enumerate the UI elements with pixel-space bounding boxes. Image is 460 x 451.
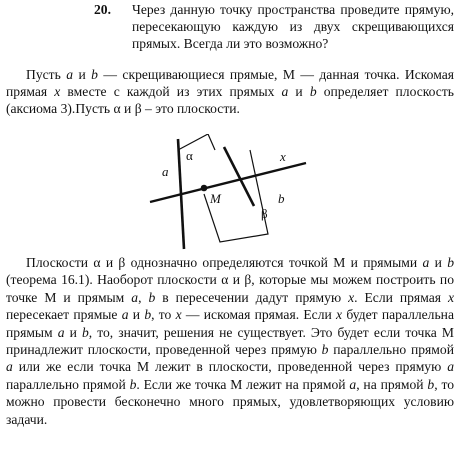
label-b: b [278,191,285,206]
solution-body [6,254,454,428]
var-b: b [148,289,156,305]
var-b: b [91,67,98,82]
solution-text: в пересечении дадут прямую [155,289,349,305]
var-a: a [57,324,65,340]
problem-text: Через данную точку пространства проведите прямую, пересекающую каждую из двух скрещивающихся прямых. Всегда ли это возможно? [132,2,454,51]
var-a: a [447,359,454,375]
var-b: b [447,255,454,270]
problem-number: 20. [94,2,111,17]
solution-text: (теорема 16.1). Наоборот плоскости α и β, которые мы можем построить по точке М и прямым [6,272,454,305]
var-x: x [447,289,455,305]
solution-text: — искомая прямая. Если [181,307,337,323]
intro-text: и [288,84,310,100]
intro-text: определяет плоскость (аксиома 3).Пусть α и β – это плоскости. [6,84,454,117]
label-beta: β [261,206,268,221]
var-b: b [81,324,89,340]
solution-text: параллельно прямой [6,376,130,392]
solution-text: , то можно провести бесконечно много прямых, удовлетворяющих условию задачи. [6,376,455,427]
solution-text: параллельно прямой [328,342,454,358]
solution-text: Плоскости α и β однозначно определяются точкой М и прямыми [26,255,423,270]
var-x: x [348,289,355,305]
var-b: b [427,376,435,392]
solution-intro [6,66,454,118]
solution-text: пересекает прямые [6,307,122,323]
var-b: b [321,342,329,358]
var-b: b [144,307,152,323]
var-a: a [6,359,13,375]
intro-text: и [73,67,92,82]
var-a: a [422,255,430,270]
solution-text: , то, значит, решения не существует. Это будет если точка М принадлежит плоскости, проведенной через прямую [6,324,454,358]
var-a: a [349,376,357,392]
var-x: x [336,307,343,323]
solution-text: . Если же точка М лежит на прямой [136,376,350,392]
figure-svg [148,134,312,250]
solution-text: , то [151,307,176,323]
plane-alpha [178,134,215,150]
label-a: a [162,164,169,179]
solution-text: . Если прямая [354,289,448,305]
label-m: M [210,191,221,206]
var-x: x [175,307,182,323]
solution-text: и [128,307,145,323]
var-x: x [54,84,61,100]
solution-text: и [64,324,82,340]
point-m [201,185,208,192]
solution-text: и [429,255,448,270]
var-a: a [281,84,289,100]
solution-text: , [138,289,149,305]
solution-text: будет параллельна прямым [6,307,454,340]
label-x: x [280,149,286,164]
intro-text: Пусть [26,67,67,82]
var-b: b [129,376,137,392]
geometry-figure [148,134,312,250]
label-alpha: α [186,148,193,163]
intro-text: вместе с каждой из этих прямых [60,84,282,100]
solution-text: , на прямой [356,376,428,392]
intro-text: — скрещивающиеся прямые, М — данная точка. Искомая прямая [6,67,454,100]
var-a: a [131,289,139,305]
var-b: b [309,84,317,100]
solution-text: или же если точка М лежит в плоскости, проведенной через прямую [12,359,448,375]
problem-statement [6,2,454,52]
var-a: a [66,67,74,82]
var-a: a [121,307,129,323]
